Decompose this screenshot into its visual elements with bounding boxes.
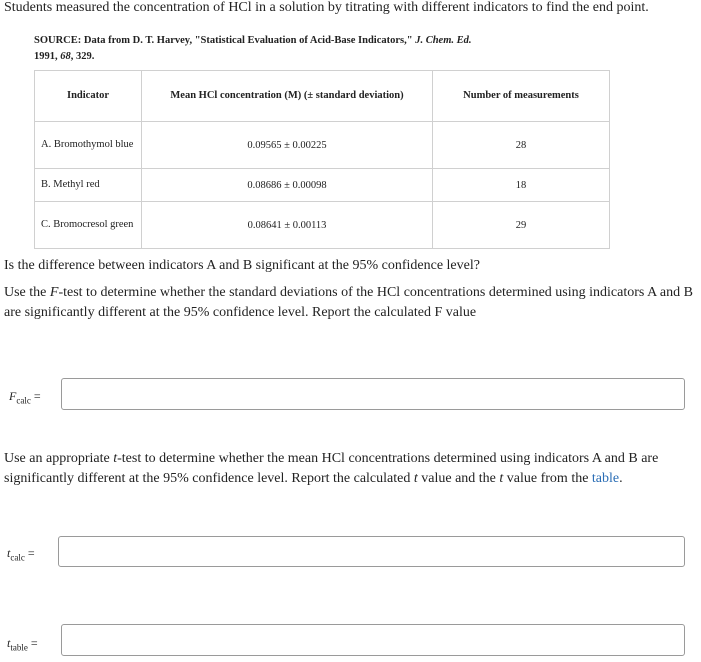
ttable-var: t <box>7 636 11 650</box>
fcalc-sub: calc <box>16 395 31 406</box>
source-volume: 68 <box>60 51 71 62</box>
table-link[interactable]: table <box>591 471 620 486</box>
question-significance: Is the difference between indicators A and B significant at the 95% confidence level? <box>4 258 480 273</box>
row-mean: 0.09565 ± 0.00225 <box>142 122 433 169</box>
q3-mid3: value from the <box>503 471 592 486</box>
header-mean: Mean HCl concentration (M) (± standard deviation) <box>142 71 433 122</box>
q3-var2: t <box>413 471 418 486</box>
q2-pre: Use the <box>4 285 50 300</box>
tcalc-eq: = <box>24 546 35 560</box>
question-t-test <box>4 449 664 489</box>
q3-mid: -test to determine whether the mean HCl concentrations determined using indicators A and B are significantly different at the 95% confidence level. Report the calculated <box>4 451 659 486</box>
q3-mid2: value and the <box>417 471 500 486</box>
row-count: 18 <box>433 169 610 202</box>
ttable-sub: table <box>10 642 28 653</box>
fcalc-label <box>9 389 41 405</box>
row-mean: 0.08641 ± 0.00113 <box>142 202 433 249</box>
fcalc-input[interactable] <box>61 378 685 410</box>
header-indicator: Indicator <box>35 71 142 122</box>
table-header-row <box>35 71 610 122</box>
row-count: 29 <box>433 202 610 249</box>
tcalc-input[interactable] <box>58 536 685 567</box>
question-f-test <box>4 283 698 323</box>
indicator-table <box>34 70 610 249</box>
table-row <box>35 202 610 249</box>
source-prefix: SOURCE: Data from D. T. Harvey, "Statistical Evaluation of Acid-Base Indicators," <box>34 35 416 46</box>
ttable-label <box>7 636 38 652</box>
q2-var: F <box>49 285 59 300</box>
tcalc-var: t <box>7 546 11 560</box>
row-mean: 0.08686 ± 0.00098 <box>142 169 433 202</box>
ttable-eq: = <box>27 636 38 650</box>
q3-end: . <box>619 471 623 486</box>
tcalc-label <box>7 546 35 562</box>
q3-var3: t <box>499 471 504 486</box>
ttable-input[interactable] <box>61 624 685 656</box>
q3-var1: t <box>113 451 118 466</box>
row-indicator: A. Bromothymol blue <box>35 122 142 169</box>
source-journal: J. Chem. Ed. <box>415 35 472 46</box>
q3-pre: Use an appropriate <box>4 451 114 466</box>
intro-text: Students measured the concentration of HCl in a solution by titrating with different indicators to find the end point. <box>4 0 649 15</box>
table-row <box>35 169 610 202</box>
source-pages: , 329. <box>70 51 95 62</box>
fcalc-var: F <box>9 389 17 403</box>
table-row <box>35 122 610 169</box>
source-citation <box>34 33 554 65</box>
row-count: 28 <box>433 122 610 169</box>
row-indicator: C. Bromocresol green <box>35 202 142 249</box>
row-indicator: B. Methyl red <box>35 169 142 202</box>
fcalc-eq: = <box>30 389 41 403</box>
header-count: Number of measurements <box>433 71 610 122</box>
source-year: 1991, <box>34 51 61 62</box>
q2-post: -test to determine whether the standard deviations of the HCl concentrations determined using indicators A and B are significantly different at the 95% confidence level. Report the calculated F value <box>4 285 693 320</box>
tcalc-sub: calc <box>10 552 25 563</box>
